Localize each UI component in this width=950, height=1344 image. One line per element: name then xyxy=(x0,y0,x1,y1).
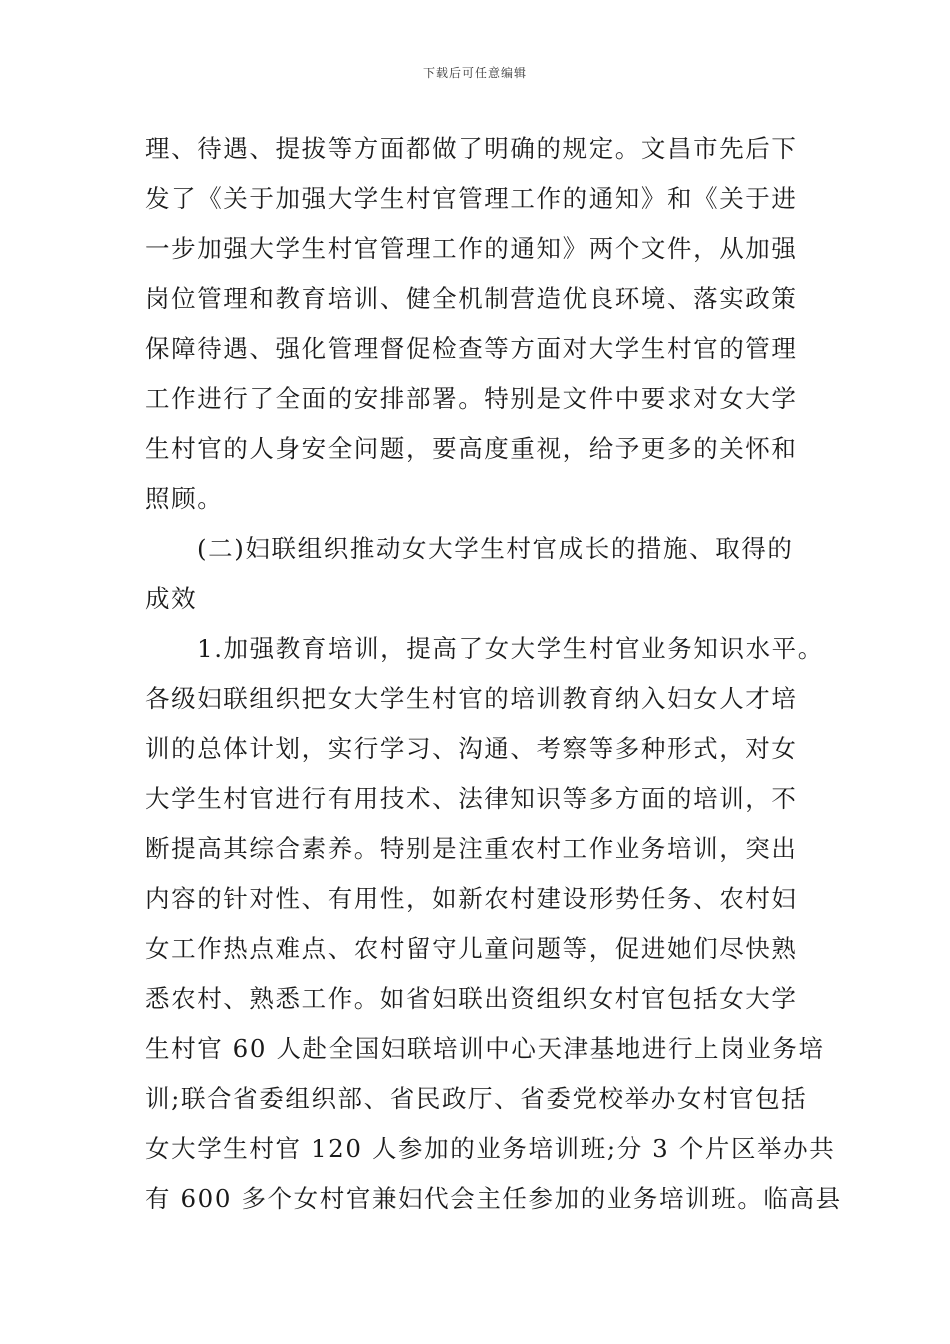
text-line: 女大学生村官 120 人参加的业务培训班;分 3 个片区举办共 xyxy=(145,1134,836,1163)
subsection-heading: 1.加强教育培训，提高了女大学生村官业务知识水平。 xyxy=(197,634,824,663)
text-line: 生村官的人身安全问题，要高度重视，给予更多的关怀和 xyxy=(145,434,798,463)
text-line: 悉农村、熟悉工作。如省妇联出资组织女村官包括女大学 xyxy=(145,984,798,1013)
section-heading: (二)妇联组织推动女大学生村官成长的措施、取得的 xyxy=(197,534,794,563)
text-line: 发了《关于加强大学生村官管理工作的通知》和《关于进 xyxy=(145,184,798,213)
text-line: 照顾。 xyxy=(145,484,224,513)
document-body xyxy=(145,124,842,1224)
text-line: 一步加强大学生村官管理工作的通知》两个文件，从加强 xyxy=(145,234,798,263)
text-line: 生村官 60 人赴全国妇联培训中心天津基地进行上岗业务培 xyxy=(145,1034,825,1063)
text-line: 各级妇联组织把女大学生村官的培训教育纳入妇女人才培 xyxy=(145,684,798,713)
text-line: 有 600 多个女村官兼妇代会主任参加的业务培训班。临高县 xyxy=(145,1184,842,1213)
text-line: 断提高其综合素养。特别是注重农村工作业务培训，突出 xyxy=(145,834,798,863)
text-line: 岗位管理和教育培训、健全机制营造优良环境、落实政策 xyxy=(145,284,798,313)
text-line: 内容的针对性、有用性，如新农村建设形势任务、农村妇 xyxy=(145,884,798,913)
section-heading-continued: 成效 xyxy=(145,584,198,613)
text-line: 训的总体计划，实行学习、沟通、考察等多种形式，对女 xyxy=(145,734,798,763)
text-line: 训;联合省委组织部、省民政厅、省委党校举办女村官包括 xyxy=(145,1084,808,1113)
text-line: 工作进行了全面的安排部署。特别是文件中要求对女大学 xyxy=(145,384,798,413)
text-line: 理、待遇、提拔等方面都做了明确的规定。文昌市先后下 xyxy=(145,134,798,163)
page-header: 下载后可任意编辑 xyxy=(422,66,527,80)
text-line: 大学生村官进行有用技术、法律知识等多方面的培训，不 xyxy=(145,784,798,813)
text-line: 保障待遇、强化管理督促检查等方面对大学生村官的管理 xyxy=(145,334,798,363)
text-line: 女工作热点难点、农村留守儿童问题等，促进她们尽快熟 xyxy=(145,934,798,963)
